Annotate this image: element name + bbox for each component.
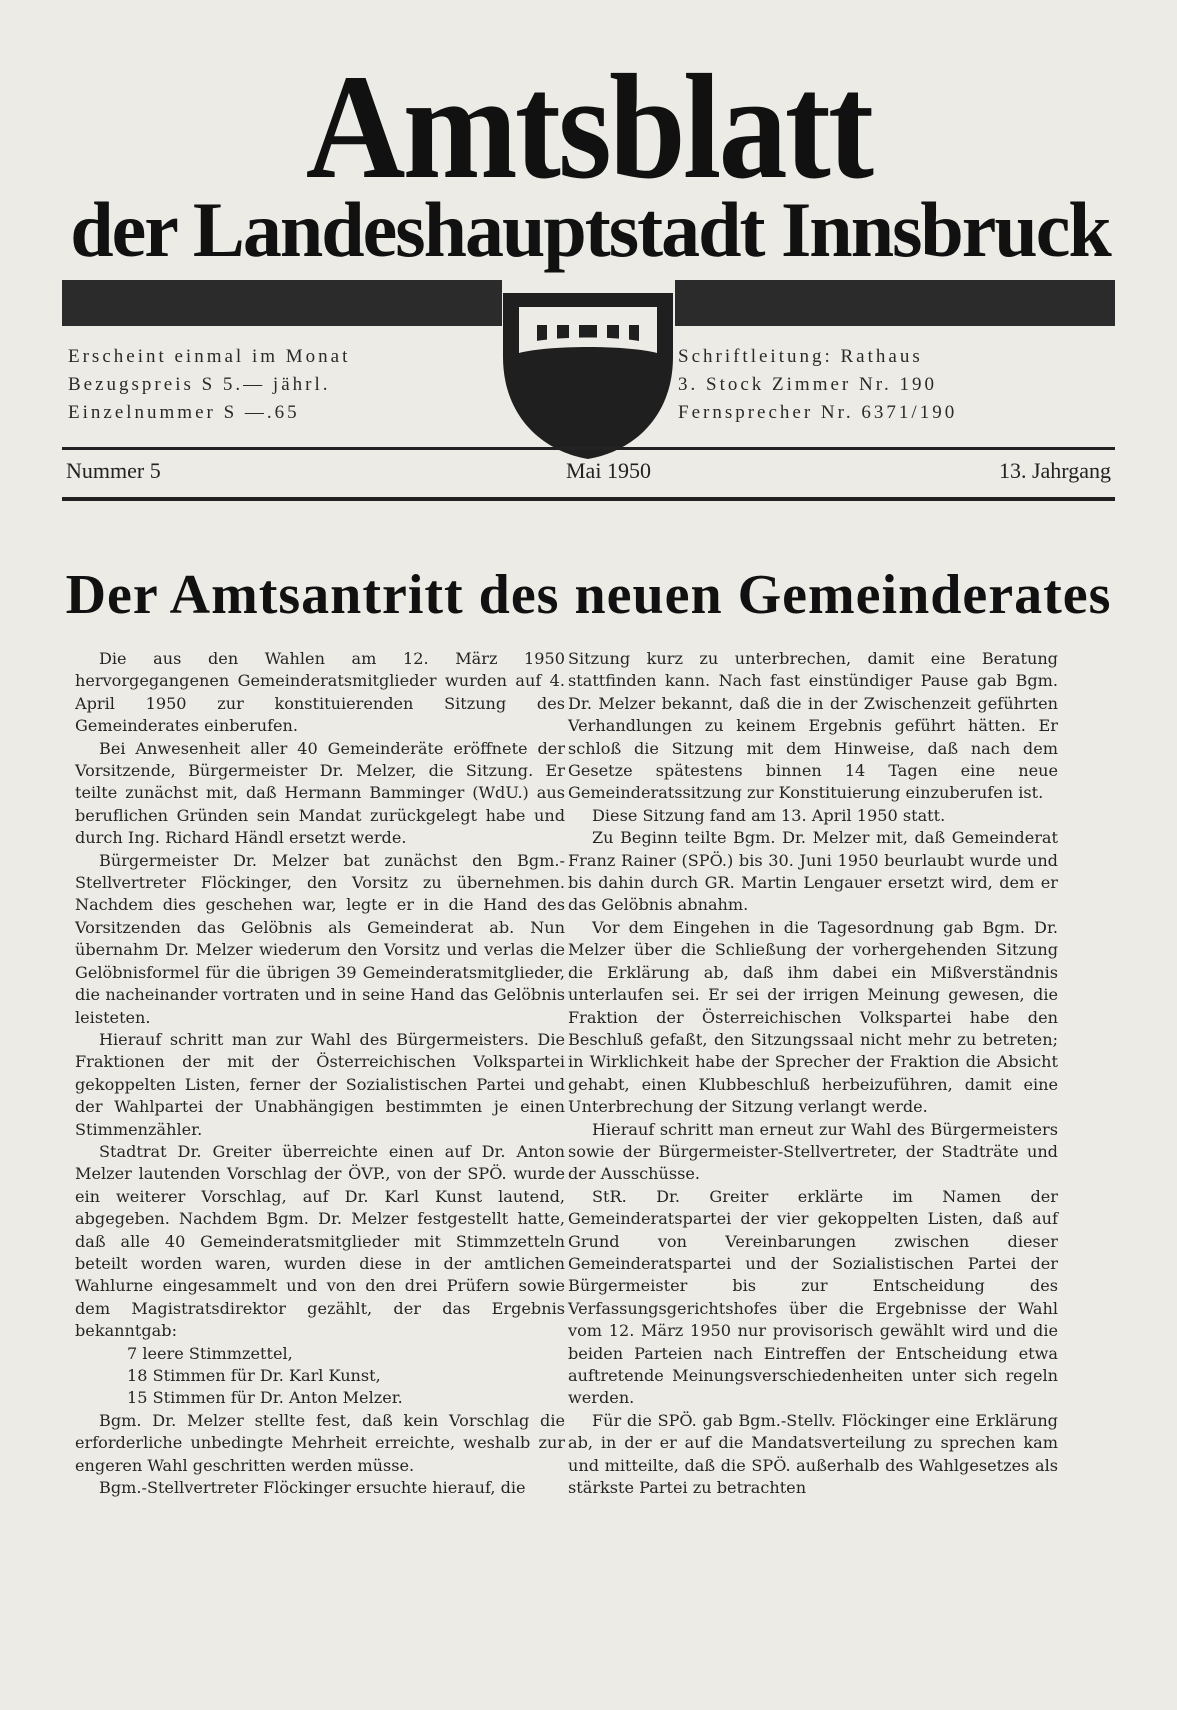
info-line: 3. Stock Zimmer Nr. 190 bbox=[678, 374, 937, 395]
masthead-bar-left bbox=[62, 280, 502, 326]
paragraph: Diese Sitzung fand am 13. April 1950 statt. bbox=[592, 805, 946, 825]
paragraph: Zu Beginn teilte Bgm. Dr. Melzer mit, daß Gemeinderat Franz Rainer (SPÖ.) bis 30. Juni 1950 beurlaubt wurde und bis dahin durch GR. Martin Lengauer ersetzt wird, dem er das Gelöbnis abnahm. bbox=[568, 828, 1058, 915]
paragraph: Sitzung kurz zu unterbrechen, damit eine Beratung stattfinden kann. Nach fast einstündiger Pause gab Bgm. Dr. Melzer bekannt, daß die in der Zwischenzeit geführten Verhandlungen zu keinem Ergebnis geführt hätten. Er schloß die Sitzung mit dem Hinweise, daß nach dem Gesetze spätestens binnen 14 Tagen eine neue Gemeinderatssitzung zur Konstituierung einzuberufen ist. bbox=[568, 649, 1058, 803]
paragraph: Hierauf schritt man zur Wahl des Bürgermeisters. Die Fraktionen der mit der Österreichischen Volkspartei gekoppelten Listen, ferner der Sozialistischen Partei und der Wahlpartei der Unabhängigen bestimmten je einen Stimmenzähler. bbox=[75, 1029, 565, 1139]
top-rule bbox=[62, 447, 1115, 450]
info-line: Schriftleitung: Rathaus bbox=[678, 346, 923, 367]
paragraph: Stadtrat Dr. Greiter überreichte einen auf Dr. Anton Melzer lautenden Vorschlag der ÖVP., von der SPÖ. wurde ein weiterer Vorschlag, auf Dr. Karl Kunst lautend, abgegeben. Nachdem Bgm. Dr. Melzer festgestellt hatte, daß alle 40 Gemeinderatsmitglieder mit Stimmzetteln beteilt worden waren, wurden diese in der amtlichen Wahlurne eingesammelt und von den drei Prüfern sowie dem Magistratsdirektor gezählt, der das Ergebnis bekanntgab: bbox=[75, 1141, 565, 1341]
article-column-right bbox=[568, 648, 1058, 1499]
vote-tally-line: 7 leere Stimmzettel, bbox=[127, 1343, 293, 1363]
masthead-bar-right bbox=[675, 280, 1115, 326]
coat-of-arms-icon bbox=[489, 287, 687, 463]
issue-date: Mai 1950 bbox=[566, 458, 651, 483]
paragraph: Bürgermeister Dr. Melzer bat zunächst den Bgm.-Stellvertreter Flöckinger, den Vorsitz zu übernehmen. Nachdem dies geschehen war, legte er in die Hand des Vorsitzenden das Gelöbnis als Gemeinderat ab. Nun übernahm Dr. Melzer wiederum den Vorsitz und verlas die Gelöbnisformel für die übrigen 39 Gemeinderatsmitglieder, die nacheinander vortraten und in seine Hand das Gelöbnis leisteten. bbox=[75, 850, 565, 1027]
paragraph: Die aus den Wahlen am 12. März 1950 hervorgegangenen Gemeinderatsmitglieder wurden auf 4. April 1950 zur konstituierenden Sitzung des Gemeinderates einberufen. bbox=[75, 649, 565, 736]
subscription-info bbox=[68, 343, 448, 427]
paragraph: Bgm.-Stellvertreter Flöckinger ersuchte hierauf, die bbox=[99, 1478, 526, 1498]
issue-number: Nummer 5 bbox=[66, 458, 161, 483]
info-line: Bezugspreis S 5.— jährl. bbox=[68, 374, 331, 395]
info-line: Einzelnummer S —.65 bbox=[68, 402, 300, 423]
vote-tally-line: 15 Stimmen für Dr. Anton Melzer. bbox=[127, 1388, 403, 1408]
paragraph: Bei Anwesenheit aller 40 Gemeinderäte eröffnete der Vorsitzende, Bürgermeister Dr. Melzer, die Sitzung. Er teilte zunächst mit, daß Hermann Bamminger (WdU.) aus beruflichen Gründen sein Mandat zurückgelegt habe und durch Ing. Richard Händl ersetzt werde. bbox=[75, 738, 565, 848]
bottom-rule bbox=[62, 497, 1115, 501]
editorial-office-info bbox=[678, 343, 1138, 427]
masthead-subtitle: der Landeshauptstadt Innsbruck bbox=[70, 186, 1110, 273]
article-headline: Der Amtsantritt des neuen Gemeinderates bbox=[65, 564, 1112, 626]
paragraph: Hierauf schritt man erneut zur Wahl des Bürgermeisters sowie der Bürgermeister-Stellvertreter, der Stadträte und der Ausschüsse. bbox=[568, 1119, 1058, 1184]
paragraph: Bgm. Dr. Melzer stellte fest, daß kein Vorschlag die erforderliche unbedingte Mehrheit erreichte, weshalb zur engeren Wahl geschritten werden müsse. bbox=[75, 1410, 565, 1475]
issue-line bbox=[66, 458, 1115, 488]
paragraph: StR. Dr. Greiter erklärte im Namen der Gemeinderatspartei der vier gekoppelten Listen, daß auf Grund von Vereinbarungen zwischen dieser Gemeinderatspartei und der Sozialistischen Partei der Bürgermeister bis zur Entscheidung des Verfassungsgerichtshofes über die Ergebnisse der Wahl vom 12. März 1950 nur provisorisch gewählt wird und die beiden Parteien nach Eintreffen der Entscheidung etwa auftretende Meinungsverschiedenheiten unter sich regeln werden. bbox=[568, 1186, 1058, 1408]
vote-tally-line: 18 Stimmen für Dr. Karl Kunst, bbox=[127, 1366, 381, 1385]
masthead-title: Amtsblatt bbox=[305, 44, 872, 210]
info-line: Fernsprecher Nr. 6371/190 bbox=[678, 402, 958, 423]
paragraph: Für die SPÖ. gab Bgm.-Stellv. Flöckinger eine Erklärung ab, in der er auf die Mandatsverteilung zu sprechen kam und mitteilte, daß die SPÖ. außerhalb des Wahlgesetzes als stärkste Partei zu betrachten bbox=[568, 1410, 1058, 1498]
info-line: Erscheint einmal im Monat bbox=[68, 346, 351, 367]
issue-volume: 13. Jahrgang bbox=[998, 458, 1111, 483]
paragraph: Vor dem Eingehen in die Tagesordnung gab Bgm. Dr. Melzer über die Schließung der vorhergehenden Sitzung die Erklärung ab, daß ihm dabei ein Mißverständnis unterlaufen sei. Er sei der irrigen Meinung gewesen, die Fraktion der Österreichischen Volkspartei habe den Beschluß gefaßt, den Sitzungssaal nicht mehr zu betreten; in Wirklichkeit habe der Sprecher der Fraktion die Absicht gehabt, einen Klubbeschluß herbeizuführen, damit eine Unterbrechung der Sitzung verlangt werde. bbox=[568, 917, 1058, 1117]
article-column-left bbox=[75, 648, 565, 1499]
